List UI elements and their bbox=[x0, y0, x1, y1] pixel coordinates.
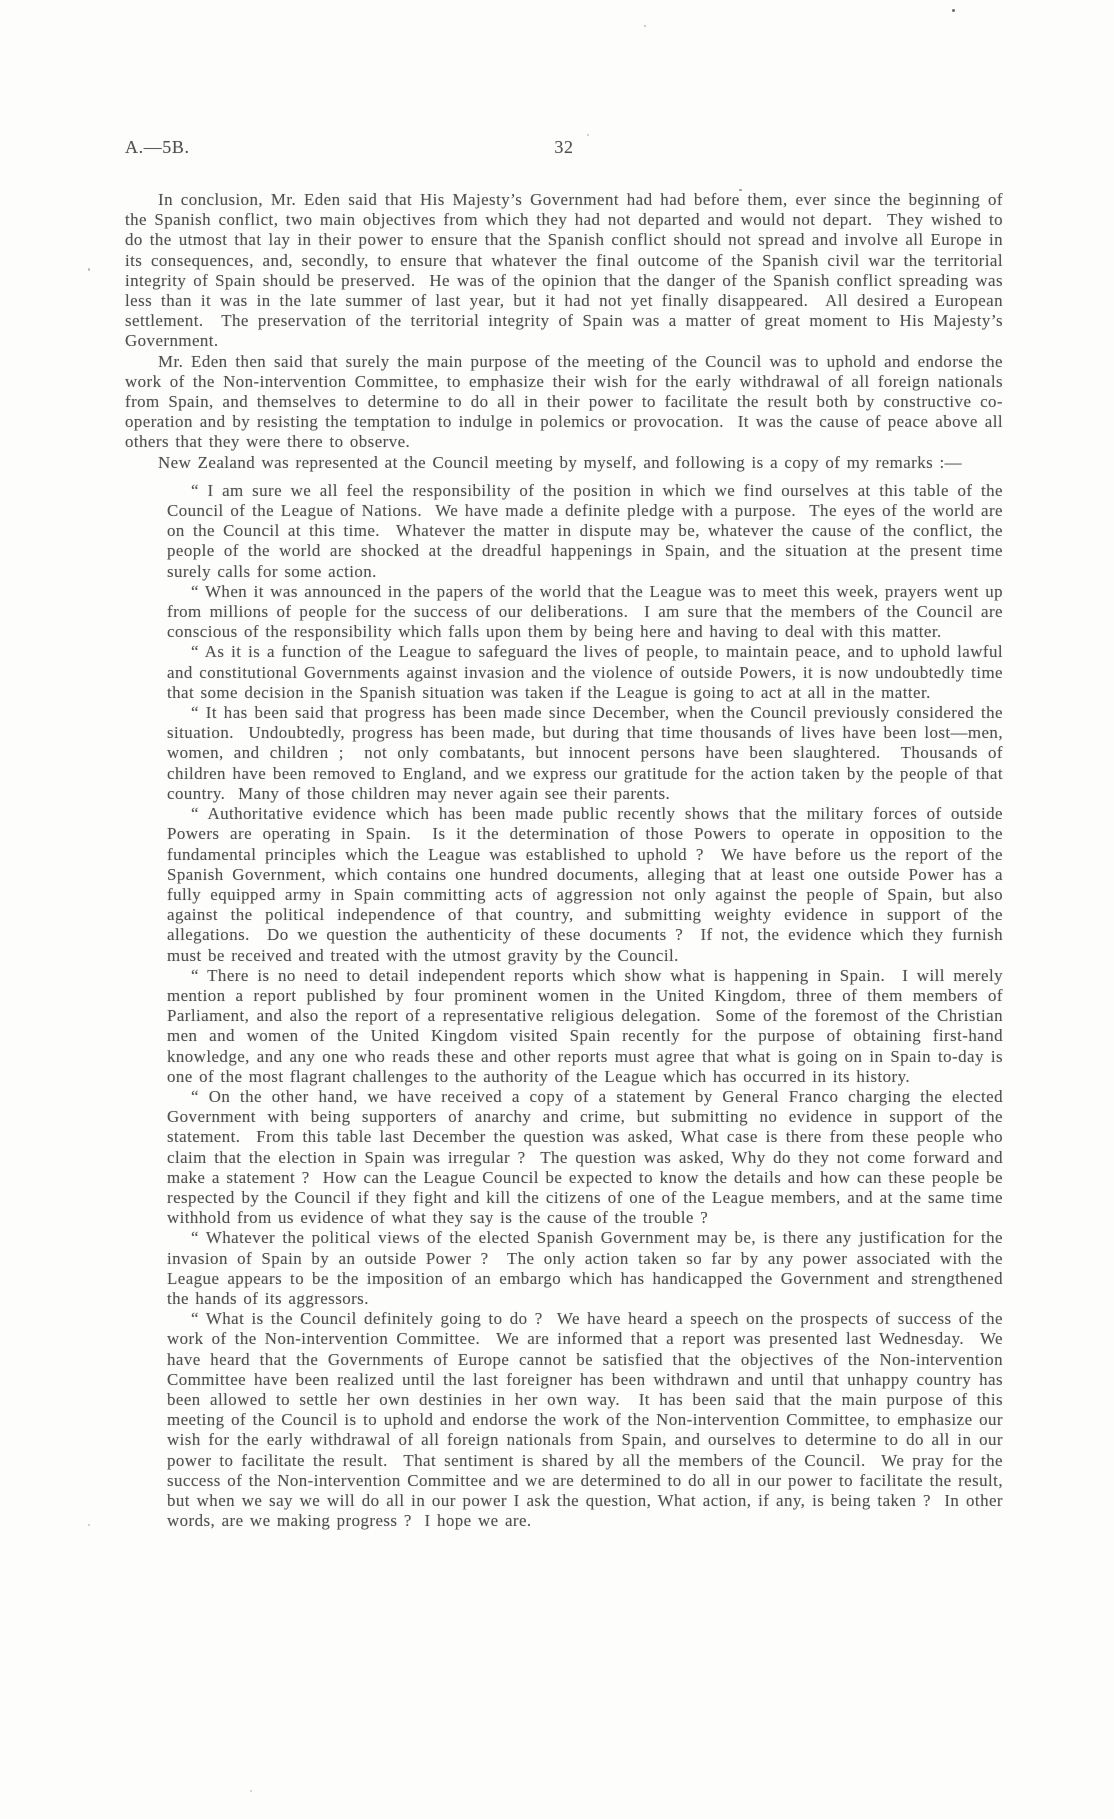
body-paragraph: Mr. Eden then said that surely the main purpose of the meeting of the Council was to uphold and endorse the work of the Non-intervention Committee, to emphasize their wish for the early withdrawal of all foreign nationals from Spain, and themselves to determine to do all in their power to facilitate the result both by constructive co-operation and by resisting the temptation to indulge in polemics or provocation. It was the cause of peace above all others that they were there to observe. bbox=[125, 351, 1010, 452]
quoted-remark-paragraph: “ There is no need to detail independent reports which show what is happening in Spain. I will merely mention a report published by four prominent women in the United Kingdom, three of them members of Parliament, and also the report of a representative religious delegation. Some of the foremost of the Christian men and women of the United Kingdom visited Spain recently for the purpose of obtaining first-hand knowledge, and any one who reads these and other reports must agree that what is going on in Spain to-day is one of the most flagrant challenges to the authority of the League which has occurred in its history. bbox=[167, 965, 1010, 1086]
quoted-remark-paragraph: “ Authoritative evidence which has been made public recently shows that the military forces of outside Powers are operating in Spain. Is it the determination of those Powers to operate in opposition to the fundamental principles which the League was established to uphold ? We have before us the report of the Spanish Government, which contains one hundred documents, alleging that at least one outside Power has a fully equipped army in Spain committing acts of aggression not only against the people of Spain, but also against the political independence of that country, and submitting weighty evidence in support of the allegations. Do we question the authenticity of these documents ? If not, the evidence which they furnish must be received and treated with the utmost gravity by the Council. bbox=[167, 804, 1010, 965]
scan-speck bbox=[88, 268, 90, 271]
summary-paragraphs bbox=[125, 190, 1010, 473]
quoted-remark-paragraph: “ As it is a function of the League to safeguard the lives of people, to maintain peace, and to uphold lawful and constitutional Governments against invasion and the violence of outside Powers, it is now undoubtedly time that some decision in the Spanish situation was taken if the League is going to act at all in the matter. bbox=[167, 642, 1010, 702]
document-reference: A.—5B. bbox=[125, 137, 190, 157]
quoted-remark-paragraph: “ When it was announced in the papers of the world that the League was to meet this week, prayers went up from millions of people for the success of our deliberations. I am sure that the members of the Council are conscious of the responsibility which falls upon them by being here and having to deal with this matter. bbox=[167, 581, 1010, 642]
scan-speck bbox=[587, 134, 589, 136]
page-body bbox=[125, 190, 1010, 1531]
page-header bbox=[125, 137, 1003, 161]
quoted-remark-paragraph: “ Whatever the political views of the elected Spanish Government may be, is there any justification for the invasion of Spain by an outside Power ? The only action taken so far by any power associated with the League appears to be the imposition of an embargo which has handicapped the Government and strengthened the hands of its aggressors. bbox=[167, 1228, 1010, 1308]
scan-speck bbox=[644, 25, 646, 27]
quoted-remark-paragraph: “ What is the Council definitely going to do ? We have heard a speech on the prospects of success of the work of the Non-intervention Committee. We are informed that a report was presented last Wednesday. We have heard that the Governments of Europe cannot be satisfied that the objectives of the Non-intervention Committee have been realized until the last foreigner has been withdrawn and until that unhappy country has been allowed to settle her own destinies in her own way. It has been said that the main purpose of this meeting of the Council is to uphold and endorse the work of the Non-intervention Committee, to emphasize our wish for the early withdrawal of all foreign nationals from Spain, and ourselves to determine to do all in our power to facilitate the result. That sentiment is shared by all the members of the Council. We pray for the success of the Non-intervention Committee and we are determined to do all in our power to facilitate the result, but when we say we will do all in our power I ask the question, What action, if any, is being taken ? In other words, are we making progress ? I hope we are. bbox=[167, 1309, 1010, 1531]
page-number: 32 bbox=[554, 137, 574, 157]
scan-speck bbox=[250, 1790, 252, 1792]
quoted-remark-paragraph: “ I am sure we all feel the responsibility of the position in which we find ourselves at this table of the Council of the League of Nations. We have made a definite pledge with a purpose. The eyes of the world are on the Council at this time. Whatever the matter in dispute may be, whatever the cause of the conflict, the people of the world are shocked at the dreadful happenings in Spain, and the situation at the present time surely calls for some action. bbox=[167, 480, 1010, 581]
scan-speck bbox=[88, 1524, 90, 1526]
body-paragraph: In conclusion, Mr. Eden said that His Majesty’s Government had had before them, ever since the beginning of the Spanish conflict, two main objectives from which they had not departed and would not depart. They wished to do the utmost that lay in their power to ensure that the Spanish conflict should not spread and involve all Europe in its consequences, and, secondly, to ensure that whatever the final outcome of the Spanish civil war the territorial integrity of Spain should be preserved. He was of the opinion that the danger of the Spanish conflict spreading was less than it was in the late summer of last year, but it had not yet finally disappeared. All desired a European settlement. The preservation of the territorial integrity of Spain was a matter of great moment to His Majesty’s Government. bbox=[125, 190, 1010, 351]
body-paragraph: New Zealand was represented at the Council meeting by myself, and following is a copy of my remarks :— bbox=[158, 452, 963, 472]
scan-speck bbox=[952, 9, 955, 12]
quoted-remark-paragraph: “ It has been said that progress has been made since December, when the Council previously considered the situation. Undoubtedly, progress has been made, but during that time thousands of lives have been lost—men, women, and children ; not only combatants, but innocent persons have been slaughtered. Thousands of children have been removed to England, and we express our gratitude for the action taken by the people of that country. Many of those children may never again see their parents. bbox=[167, 703, 1010, 803]
quoted-remark-paragraph: “ On the other hand, we have received a copy of a statement by General Franco charging the elected Government with being supporters of anarchy and crime, but submitting no evidence in support of the statement. From this table last December the question was asked, What case is there from these people who claim that the election in Spain was irregular ? The question was asked, Why do they not come forward and make a statement ? How can the League Council be expected to know the details and how can these people be respected by the Council if they fight and kill the citizens of one of the League members, and at the same time withhold from us evidence of what they say is the cause of the trouble ? bbox=[167, 1086, 1010, 1228]
quoted-remarks bbox=[167, 480, 1010, 1532]
